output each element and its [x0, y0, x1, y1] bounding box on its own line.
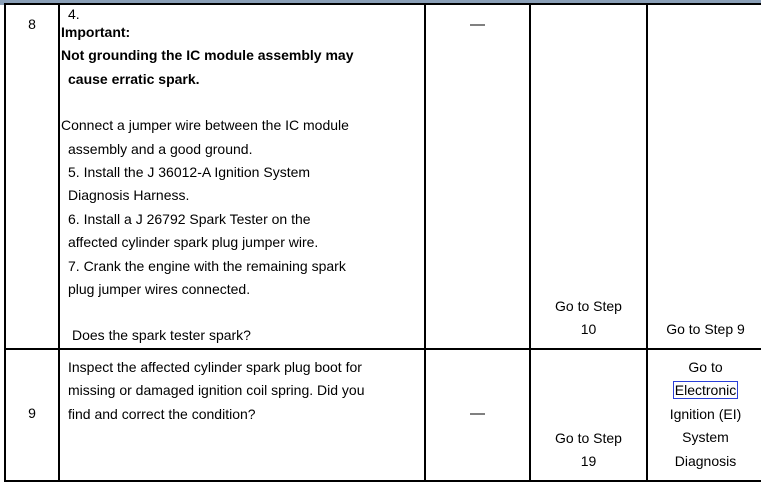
- action-cell: [59, 349, 425, 481]
- value-cell: [425, 4, 530, 349]
- instruction-text: 7. Crank the engine with the remaining spark: [68, 257, 346, 274]
- diagnostic-table: [4, 3, 761, 482]
- value-dash: —: [470, 404, 485, 422]
- action-cell: [59, 4, 425, 349]
- yes-cell: [530, 4, 647, 349]
- important-text: Not grounding the IC module assembly may: [61, 47, 354, 64]
- yes-step-number: 19: [580, 453, 597, 470]
- instruction-text: Inspect the affected cylinder spark plug boot for: [68, 358, 362, 375]
- table-row: [5, 349, 761, 481]
- no-result: Diagnosis: [674, 452, 737, 469]
- instruction-text: assembly and a good ground.: [68, 140, 253, 157]
- yes-step-number: 10: [580, 321, 597, 338]
- instruction-text: missing or damaged ignition coil spring. Did you: [68, 382, 365, 399]
- step-number: 8: [28, 16, 36, 32]
- electronic-ignition-link[interactable]: Electronic: [674, 382, 737, 399]
- list-item-number: 4.: [68, 6, 80, 22]
- step-cell: [5, 349, 59, 481]
- no-cell: [647, 4, 761, 349]
- instruction-text: plug jumper wires connected.: [68, 281, 251, 298]
- no-result: Go to: [688, 358, 723, 375]
- instruction-text: affected cylinder spark plug jumper wire.: [68, 234, 319, 251]
- value-cell: [425, 349, 530, 481]
- no-result: Go to Step 9: [666, 321, 745, 338]
- no-cell: [647, 349, 761, 481]
- value-dash: —: [470, 16, 485, 33]
- question-text: Does the spark tester spark?: [72, 327, 251, 344]
- important-label: Important:: [61, 24, 131, 40]
- no-result: System: [682, 429, 729, 446]
- yes-result: Go to Step: [555, 430, 622, 447]
- instruction-text: find and correct the condition?: [68, 405, 256, 422]
- instruction-text: Diagnosis Harness.: [68, 187, 190, 204]
- instruction-text: 6. Install a J 26792 Spark Tester on the: [68, 210, 311, 227]
- step-number: 9: [28, 404, 36, 421]
- no-result: Ignition (EI): [669, 405, 742, 422]
- yes-cell: [530, 349, 647, 481]
- instruction-text: 5. Install the J 36012-A Ignition System: [68, 164, 311, 181]
- step-cell: [5, 4, 59, 349]
- table-row: [5, 4, 761, 349]
- instruction-text: Connect a jumper wire between the IC module: [61, 117, 349, 134]
- important-text: cause erratic spark.: [68, 70, 200, 87]
- yes-result: Go to Step: [555, 298, 622, 315]
